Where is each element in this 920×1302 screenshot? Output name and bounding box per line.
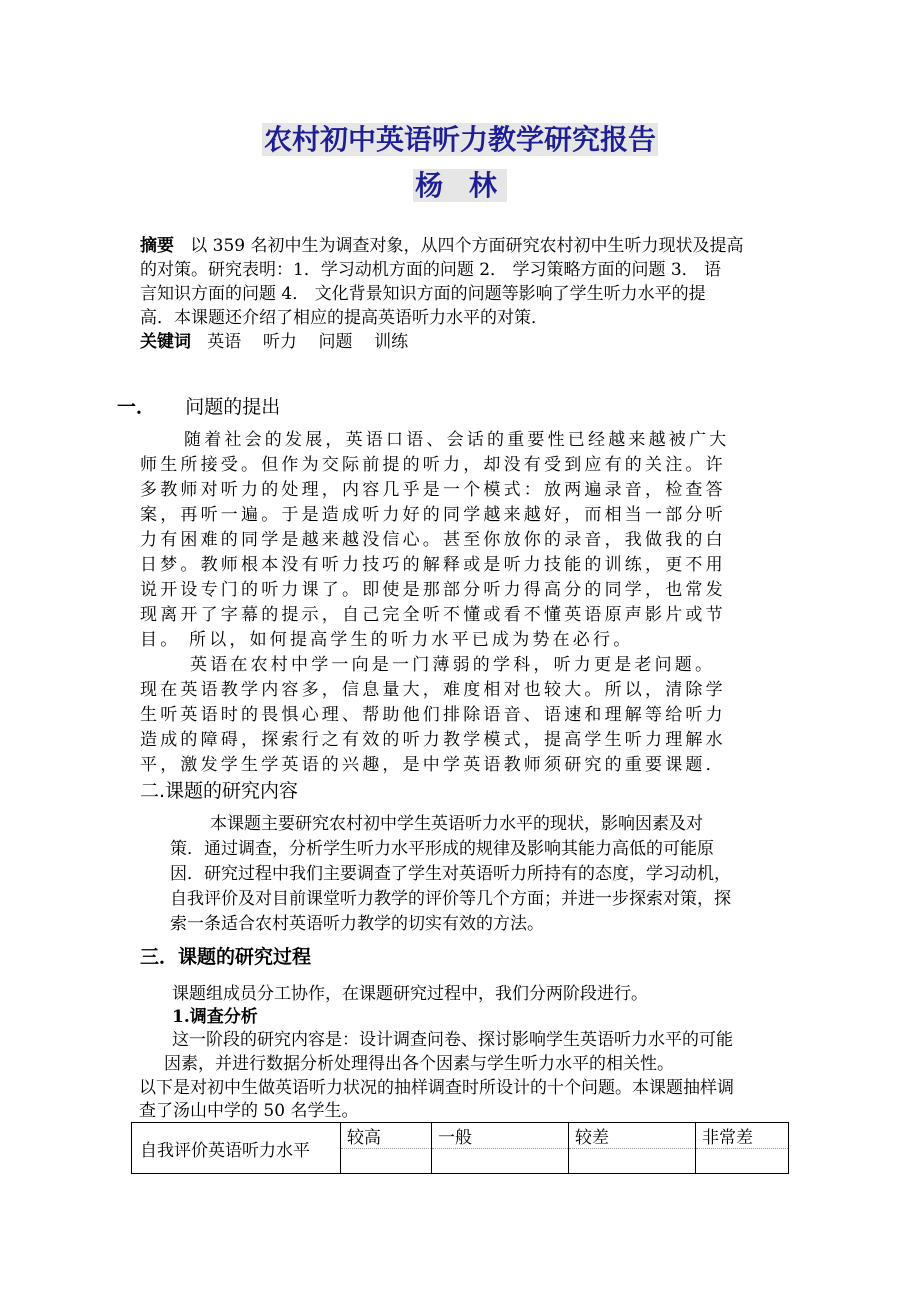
s1-p2-line-2: 现在英语教学内容多，信息量大，难度相对也较大。所以，清除学 [140,680,726,700]
survey-row-label: 自我评价英语听力水平 [132,1123,341,1174]
survey-option-average: 一般 [432,1123,569,1149]
s1-p1-line-2: 师生所接受。但作为交际前提的听力，却没有受到应有的关注。许 [140,455,726,475]
s1-p1-line-8: 现离开了字幕的提示，自己完全听不懂或看不懂英语原声影片或节 [140,605,726,625]
s3-closing-line-1: 以下是对初中生做英语听力状况的抽样调查时所设计的十个问题。本课题抽样调 [139,1078,734,1098]
author-name: 杨 林 [415,169,505,202]
s1-p1-line-7: 说开设专门的听力课了。即使是那部分听力得高分的同学，也常发 [140,580,726,600]
s2-line-5: 索一条适合农村英语听力教学的切实有效的方法。 [170,914,544,934]
survey-blank-cell [696,1149,789,1174]
s1-p2-line-5: 平，激发学生学英语的兴趣，是中学英语教师须研究的重要课题． [140,755,726,775]
keywords-line [140,330,408,354]
s1-p2-line-4: 造成的障碍，探索行之有效的听力教学模式，提高学生听力理解水 [140,730,726,750]
section-3-heading: 三．课题的研究过程 [140,946,312,968]
s1-p1-line-5: 力有困难的同学是越来越没信心。甚至你放你的录音，我做我的白 [140,530,726,550]
s3-intro: 课题组成员分工协作，在课题研究过程中，我们分两阶段进行。 [172,984,648,1004]
s2-line-1: 本课题主要研究农村初中学生英语听力水平的现状，影响因素及对 [210,814,703,834]
survey-option-high: 较高 [341,1123,432,1149]
s3-subheading-1: 1.调查分析 [172,1007,258,1027]
s1-p1-line-4: 案，再听一遍。于是造成听力好的同学越来越好，而相当一部分听 [140,505,726,525]
keywords-label: 关键词 [140,332,191,352]
s3-closing-line-2: 查了汤山中学的 50 名学生。 [139,1101,359,1121]
survey-blank-cell [432,1149,569,1174]
survey-blank-cell [341,1149,432,1174]
s1-p2-line-1: 英语在农村中学一向是一门薄弱的学科，听力更是老问题。 [190,655,716,675]
s1-p1-line-9: 目。 所以，如何提高学生的听力水平已成为势在必行。 [140,630,634,650]
survey-option-poor: 较差 [569,1123,696,1149]
keywords: 英语 听力 问题 训练 [207,332,409,352]
section-2-heading: 二.课题的研究内容 [140,780,299,802]
s2-line-2: 策．通过调查，分析学生听力水平形成的规律及影响其能力高低的可能原 [170,839,714,859]
survey-option-very-poor: 非常差 [696,1123,789,1149]
s1-p1-line-1: 随着社会的发展，英语口语、会话的重要性已经越来越被广大 [184,430,730,450]
abstract-line-1: 摘要 以 359 名初中生为调查对象，从四个方面研究农村初中生听力现状及提高 [140,236,744,256]
s3-sub1-line-2: 因素，并进行数据分析处理得出各个因素与学生听力水平的相关性。 [164,1054,674,1074]
survey-blank-cell [569,1149,696,1174]
s2-line-4: 自我评价及对目前课堂听力教学的评价等几个方面；并进一步探索对策，探 [170,889,731,909]
s3-sub1-line-1: 这一阶段的研究内容是：设计调查问卷、探讨影响学生英语听力水平的可能 [172,1030,733,1050]
s1-p1-line-3: 多教师对听力的处理，内容几乎是一个模式：放两遍录音，检查答 [140,480,726,500]
survey-table [131,1122,789,1174]
s1-p2-line-3: 生听英语时的畏惧心理、帮助他们排除语音、语速和理解等给听力 [140,705,726,725]
section-1-heading: 一． 问题的提出 [117,396,281,418]
document-title: 农村初中英语听力教学研究报告 [263,123,656,156]
abstract-label: 摘要 [140,236,174,256]
abstract-line-3: 言知识方面的问题 4． 文化背景知识方面的问题等影响了学生听力水平的提 [140,284,706,304]
s1-p1-line-6: 日梦。教师根本没有听力技巧的解释或是听力技能的训练，更不用 [140,555,726,575]
s2-line-3: 因．研究过程中我们主要调查了学生对英语听力所持有的态度，学习动机， [170,864,731,884]
abstract-line-2: 的对策。研究表明：1．学习动机方面的问题 2． 学习策略方面的问题 3． 语 [140,260,722,280]
abstract-line-4: 高．本课题还介绍了相应的提高英语听力水平的对策． [140,308,548,328]
